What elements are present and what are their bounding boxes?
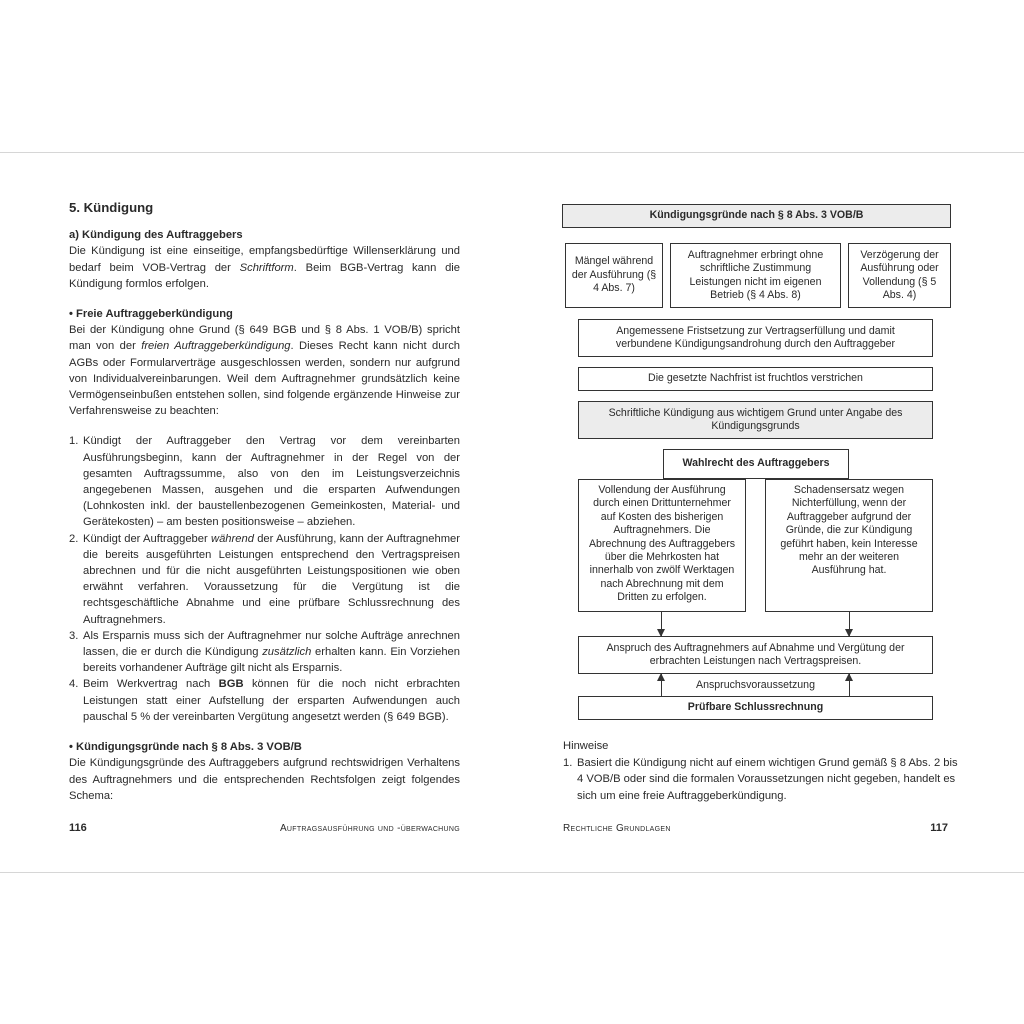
running-head-left: Auftragsausführung und -überwachung <box>279 823 460 834</box>
reason-box-defects: Mängel während der Ausführung (§ 4 Abs. 7) <box>565 243 663 308</box>
arrow-down-left <box>661 612 662 636</box>
notes <box>563 738 958 804</box>
step-box-deadline-expired: Die gesetzte Nachfrist ist fruchtlos verstrichen <box>578 367 933 391</box>
reason-box-delay: Verzögerung der Ausführung oder Vollendung (§ 5 Abs. 4) <box>848 243 951 308</box>
section-title: 5. Kündigung <box>69 200 154 215</box>
step-box-deadline: Angemessene Fristsetzung zur Vertragserfüllung und damit verbundene Kündigungsandrohung durch den Auftraggeber <box>578 319 933 357</box>
final-invoice-box: Prüfbare Schlussrechnung <box>578 696 933 720</box>
left-page <box>0 153 512 872</box>
page-number-right: 117 <box>930 822 948 834</box>
procedure-list <box>69 433 460 725</box>
free-termination-text: Bei der Kündigung ohne Grund (§ 649 BGB und § 8 Abs. 1 VOB/B) spricht man von der freien Auftraggeberkündigung. Dieses Recht kann nicht durch AGBs oder Formularverträge ausgeschlossen werden, sondern nur aufgrund von Individualvereinbarungen. Weil dem Auftragnehmer grundsätzlich keine Vermögenseinbußen entstehen sollen, sind folgende ergänzende Hinweise zur Verfahrensweise zu beachten: <box>69 324 461 418</box>
subsection-a-title: a) Kündigung des Auftraggebers <box>69 229 243 242</box>
arrow-down-right <box>849 612 850 636</box>
list-item: 4. Beim Werkvertrag nach BGB können für die noch nicht erbrachten Leistungen statt einer Aufstellung der ersparten Aufwendungen auch pauschal 5 % der vereinbarten Vergütung angesetzt werden (§ 649 BGB). <box>69 678 461 723</box>
free-termination-title: • Freie Auftraggeberkündigung <box>69 308 233 321</box>
running-head-right: Rechtliche Grundlagen <box>563 823 671 834</box>
choice-box: Wahlrecht des Auftraggebers <box>663 449 849 479</box>
claim-box: Anspruch des Auftragnehmers auf Abnahme und Vergütung der erbrachten Leistungen nach Vertragspreisen. <box>578 636 933 674</box>
note-item: 1. Basiert die Kündigung nicht auf einem wichtigen Grund gemäß § 8 Abs. 2 bis 4 VOB/B oder sind die formalen Voraussetzungen nicht gegeben, handelt es sich um eine freie Auftraggeberkündigung. <box>563 756 958 802</box>
precondition-label: Anspruchsvoraussetzung <box>696 679 815 691</box>
option-box-third-party: Vollendung der Ausführung durch einen Drittunternehmer auf Kosten des bisherigen Auftragnehmers. Die Abrechnung des Auftraggebers über die Mehrkosten hat innerhalb von zwölf Werktagen nach Abrechnung mit dem Dritten zu erfolgen. <box>578 479 746 612</box>
reasons-text: Die Kündigungsgründe des Auftraggebers aufgrund rechtswidrigen Verhaltens des Auftragnehmers und die entsprechenden Rechtsfolgen zeigt folgendes Schema: <box>69 757 460 802</box>
notes-list <box>563 755 958 805</box>
arrow-up-right <box>849 674 850 696</box>
bottom-divider <box>0 872 1024 873</box>
notes-title: Hinweise <box>563 740 609 752</box>
list-item: 1. Kündigt der Auftraggeber den Vertrag vor dem vereinbarten Ausführungsbeginn, kann der Auftragnehmer in der Regel von der gesamten Auftragssumme, also von den im Leistungsverzeichnis angegebenen Massen, ausgehen und die ersparten Aufwendungen (Lohnkosten inkl. der baustellenbezogenen Gemeinkosten, Material- und Gerätekosten) – am besten positionsweise – abziehen. <box>69 435 460 529</box>
right-page <box>512 153 1024 872</box>
diagram-title-box: Kündigungsgründe nach § 8 Abs. 3 VOB/B <box>562 204 951 228</box>
reason-box-subcontracting: Auftragnehmer erbringt ohne schriftliche Zustimmung Leistungen nicht im eigenen Betrieb (§ 4 Abs. 8) <box>670 243 841 308</box>
subsection-a-text: Die Kündigung ist eine einseitige, empfangsbedürftige Willenserklärung und bedarf beim VOB-Vertrag der Schriftform. Beim BGB-Vertrag kann die Kündigung formlos erfolgen. <box>69 245 461 290</box>
step-box-written-termination: Schriftliche Kündigung aus wichtigem Grund unter Angabe des Kündigungsgrunds <box>578 401 933 439</box>
page-number-left: 116 <box>69 822 87 834</box>
reasons-title: • Kündigungsgründe nach § 8 Abs. 3 VOB/B <box>69 741 302 754</box>
option-box-damages: Schadensersatz wegen Nichterfüllung, wenn der Auftraggeber aufgrund der Gründe, die zur Kündigung geführt haben, kein Interesse mehr an der weiteren Ausführung hat. <box>765 479 933 612</box>
list-item: 2. Kündigt der Auftraggeber während der Ausführung, kann der Auftragnehmer die bereits ausgeführten Leistungen entsprechend den Vertragspreisen abrechnen und für die nicht ausgeführten Leistungspositionen wie oben erwähnt verfahren. Voraussetzung für die Vergütung ist die rechtsgeschäftliche Abnahme und eine prüfbare Schlussrechnung des Auftragnehmers. <box>69 532 460 626</box>
left-text-column <box>69 200 460 804</box>
list-item: 3. Als Ersparnis muss sich der Auftragnehmer nur solche Aufträge anrechnen lassen, die er durch die Kündigung zusätzlich erhalten kann. Ein Vorziehen bereits vorhandener Aufträge gilt nicht als Ersparnis. <box>69 629 460 675</box>
